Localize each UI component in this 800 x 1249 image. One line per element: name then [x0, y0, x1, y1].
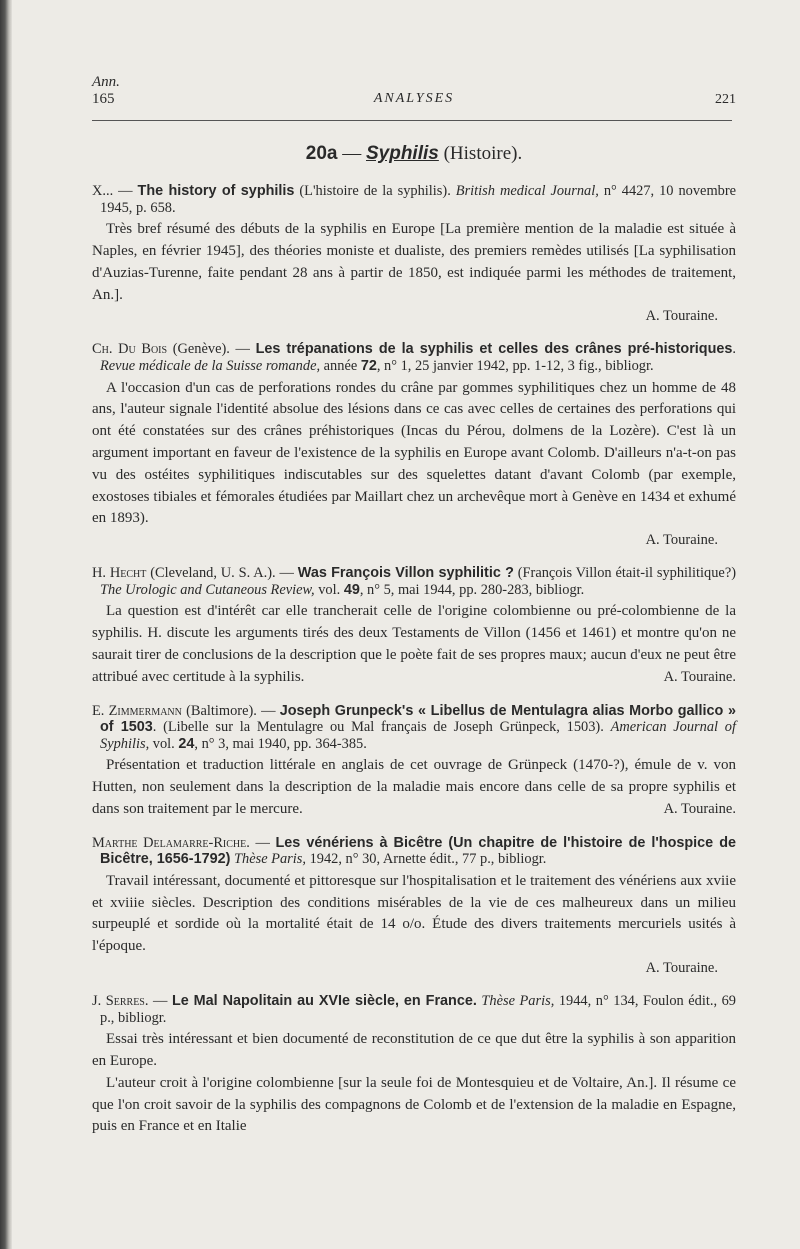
entry-author: Ch. Du Bois — [92, 341, 168, 358]
entry-title: Was François Villon syphilitic ? — [297, 565, 514, 582]
entry-abstract: Essai très intéressant et bien documenté de reconstitution de ce que dut être la syphilis à son apparition en Europe. — [92, 1031, 736, 1070]
section-number: 20a — [305, 143, 338, 164]
bibliography-entry — [92, 993, 736, 1138]
entry-after-title: (François Villon était-il syphilitique?) — [513, 565, 736, 582]
entry-after-title: . — [732, 341, 736, 358]
bibliography-entry — [92, 835, 736, 979]
entry-journal: Revue médicale de la Suisse romande, — [100, 357, 321, 374]
entry-place: . — — [144, 993, 172, 1010]
entry-details-b: , n° 3, mai 1940, pp. 364-385. — [194, 735, 367, 752]
header-rule — [92, 120, 732, 121]
entry-volume: 24 — [178, 735, 195, 752]
reference — [92, 565, 736, 598]
entry-abstract-text: Présentation et traduction littérale en anglais de cet ouvrage de Grünpeck (1470-?), émule de v. von Hutten, non seulement dans la description de la maladie mais encore dans celle de sa propre syphilis et dans son traitement par le mercure. — [92, 757, 736, 817]
entry-journal: Thèse Paris, — [481, 993, 555, 1010]
entry-signature: A. Touraine. — [645, 308, 718, 325]
running-head — [92, 74, 736, 110]
section-heading — [92, 143, 736, 165]
entry-journal: American Journal of Syphilis, — [100, 719, 736, 752]
reference — [92, 993, 736, 1026]
entry-place: (Genève). — — [167, 341, 256, 358]
entry-place: . — — [246, 834, 276, 851]
entry-details-b: , n° 1, 25 janvier 1942, pp. 1-12, 3 fig., bibliogr. — [376, 357, 654, 374]
entry-signature: A. Touraine. — [663, 668, 736, 685]
entry-signature: A. Touraine. — [645, 532, 718, 549]
entry-author: X... — [92, 183, 114, 199]
entry-details: 1942, n° 30, Arnette édit., 77 p., bibliogr. — [305, 851, 547, 868]
section-subtopic: (Histoire). — [443, 143, 523, 164]
entry-separator: — — [113, 183, 138, 199]
reference — [92, 183, 736, 216]
entry-after-title: . (Libelle sur la Mentulagre ou Mal français de Joseph Grünpeck, 1503). — [152, 719, 611, 736]
entry-details-a: vol. — [149, 735, 179, 752]
entry-abstract: Très bref résumé des débuts de la syphilis en Europe [La première mention de la maladie est située à Naples, en février 1945], des théories moniste et dualiste, des premiers remèdes utilisés [La syphilisation d'Auzias-Turenne, faite pendant 28 ans à partir de 1850, est indiquée parmi les méthodes de traitement, An.]. — [92, 221, 736, 303]
section-topic: Syphilis — [365, 143, 439, 164]
bibliography-entry — [92, 565, 736, 688]
entry-place: (Baltimore). — — [181, 702, 280, 719]
bibliography-entry — [92, 703, 736, 821]
reference — [92, 341, 736, 374]
journal-page — [92, 74, 736, 1152]
entry-journal: The Urologic and Cutaneous Review, — [100, 581, 315, 598]
entry-author: Marthe Delamarre-Riche — [92, 834, 247, 851]
entry-details-a: vol. — [314, 581, 344, 598]
book-spine-shadow — [0, 0, 12, 1249]
volume-number: 165 — [92, 91, 115, 107]
page-number: 221 — [715, 92, 736, 107]
entry-author: E. Zimmermann — [92, 702, 182, 719]
bibliography-entry — [92, 341, 736, 551]
reference — [92, 835, 736, 868]
entry-signature: A. Touraine. — [645, 960, 718, 977]
entry-details-a: année — [320, 357, 361, 374]
entry-details: 1944, n° 134, Foulon édit., 69 p., bibliogr. — [100, 993, 736, 1026]
entry-volume: 72 — [360, 357, 377, 374]
entry-translation: (L'histoire de la syphilis). — [294, 183, 456, 199]
entry-title: Le Mal Napolitain au XVIe siècle, en France. — [171, 993, 477, 1010]
entry-author: H. Hecht — [92, 565, 147, 582]
entry-abstract — [92, 601, 736, 688]
entry-journal: Thèse Paris, — [234, 851, 306, 868]
entry-details-b: , n° 5, mai 1944, pp. 280-283, bibliogr. — [359, 581, 585, 598]
entry-title: Joseph Grunpeck's « Libellus de Mentulagra alias Morbo gallico » of 1503 — [100, 702, 736, 736]
entry-title: Les vénériens à Bicêtre (Un chapitre de l'histoire de l'hospice de Bicêtre, 1656-1792) — [100, 834, 736, 868]
entry-abstract: Travail intéressant, documenté et pittoresque sur l'hospitalisation et le traitement des vénériens aux xviie et xviiie siècles. Description des conditions misérables de la vie de ces malheureux dans un milieu surpeuplé et sordide où la mortalité était de 14 o/o. Étude des divers traitements mercuriels usités à l'époque. — [92, 872, 736, 955]
entry-signature: A. Touraine. — [663, 800, 736, 817]
entry-place: (Cleveland, U. S. A.). — — [146, 565, 298, 582]
bibliography-entry — [92, 183, 736, 327]
journal-abbrev: Ann. — [92, 74, 120, 90]
reference — [92, 703, 736, 753]
entry-abstract-continued: L'auteur croit à l'origine colombienne [sur la seule foi de Montesquieu et de Voltaire, An.]. Il résume ce que l'on croit savoir de la syphilis des compagnons de Colomb et de l'extension de la maladie en Espagne, puis en France et en Italie — [92, 1074, 736, 1135]
entry-abstract: A l'occasion d'un cas de perforations rondes du crâne par gommes syphilitiques chez un homme de 48 ans, l'auteur signale l'identité absolue des lésions dans ce cas avec celles de certaines des perforations qui ont été constatées sur des crânes préhistoriques (Incas du Pérou, dolmens de la Lozère). C'est là un argument important en faveur de l'existence de la syphilis en Europe avant Colomb. D'ailleurs n'a-t-on pas vu des ostéites syphilitiques indiscutables sur des squelettes datant d'avant Colomb (par exemple, exostoses tibiales et fémorales étudiées par Maillart chez un archevêque mort à Genève en 1434 et exhumé en 1893). — [92, 379, 736, 527]
entry-title: Les trépanations de la syphilis et celles des crânes pré-historiques — [255, 341, 733, 358]
entry-journal: British medical Journal, — [455, 183, 599, 199]
section-dash: — — [342, 143, 362, 164]
entry-title: The history of syphilis — [137, 183, 295, 199]
running-section-title: ANALYSES — [373, 91, 455, 106]
entry-details: n° 4427, 10 novembre 1945, p. 658. — [100, 183, 737, 216]
entry-author: J. Serres — [92, 993, 145, 1010]
entry-volume: 49 — [343, 581, 360, 598]
entry-abstract-text: La question est d'intérêt car elle trancherait celle de l'origine colombienne ou pré-colombienne de la syphilis. H. discute les arguments tirés des deux Testaments de Villon (1456 et 1461) et montre qu'on ne saurait tirer de conclusions de la description que le poète fait de ses propres maux; aucun d'eux ne peut être attribué avec certitude à la syphilis. — [92, 603, 736, 685]
entry-abstract — [92, 755, 736, 820]
